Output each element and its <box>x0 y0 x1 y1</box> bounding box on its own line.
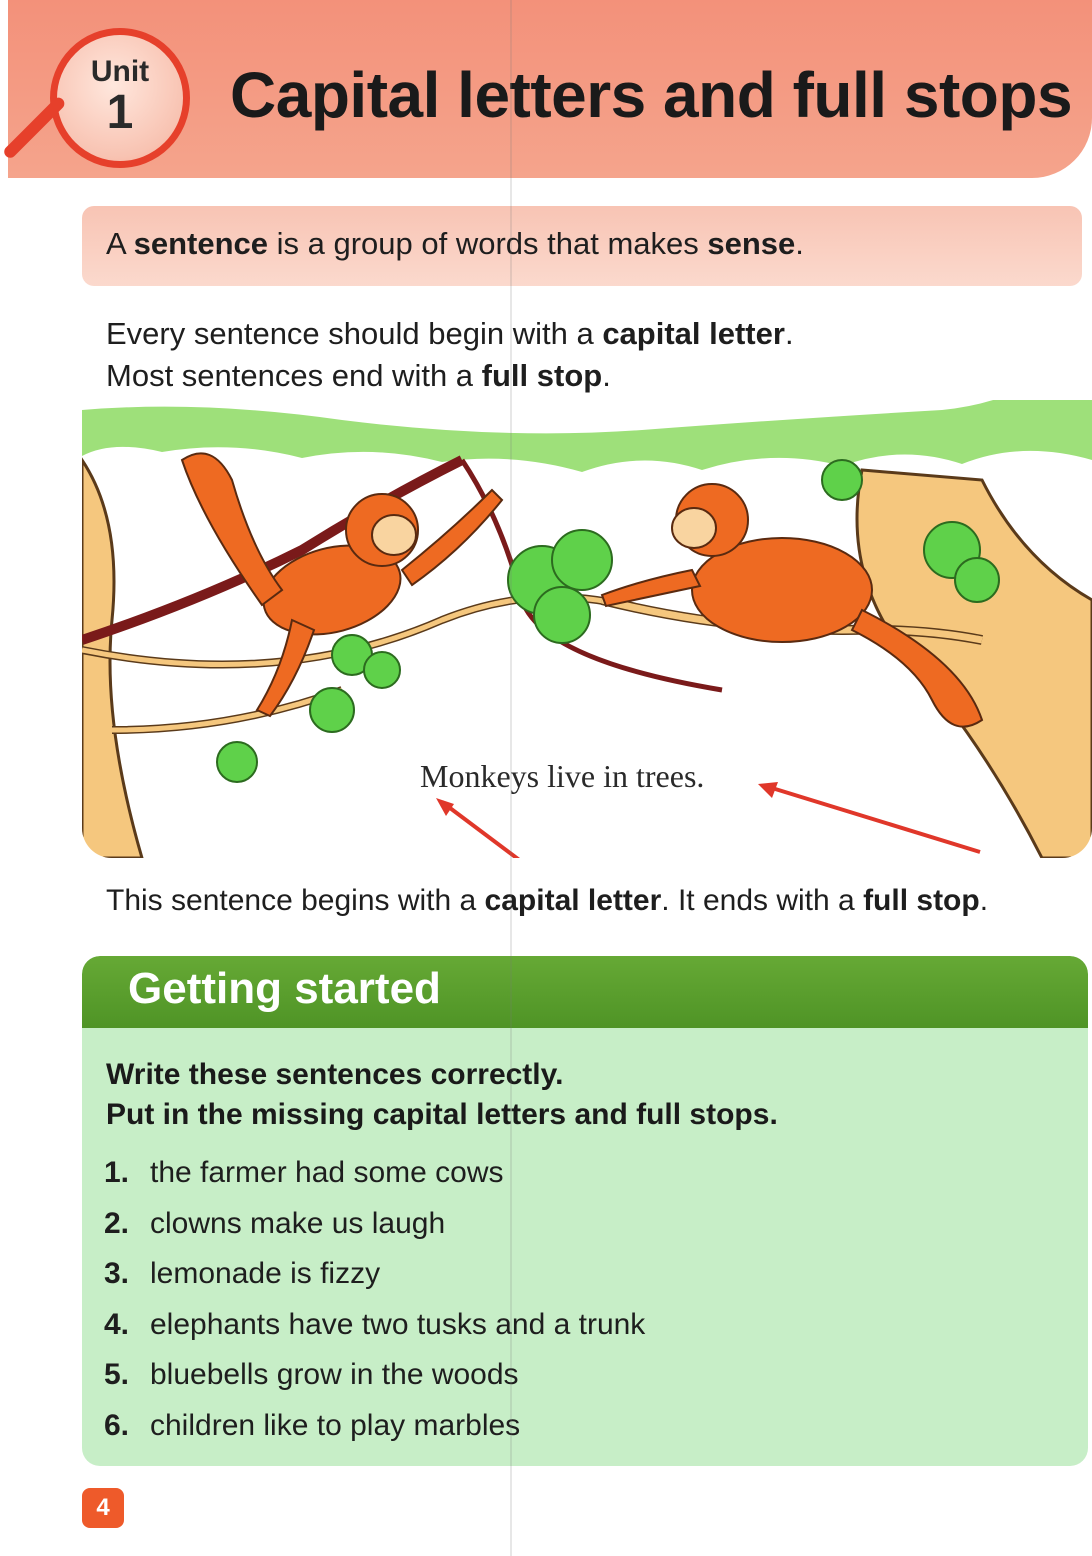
scan-fold-line <box>510 0 512 1556</box>
exercise-item <box>104 1199 645 1250</box>
getting-started-title: Getting started <box>128 964 441 1013</box>
exercise-number: 2. <box>104 1206 130 1240</box>
instruction-write: Write these sentences correctly. <box>106 1058 564 1091</box>
term-sense: sense <box>707 226 796 261</box>
exercise-text: lemonade is fizzy <box>150 1257 381 1291</box>
exercise-number: 4. <box>104 1307 130 1341</box>
exercise-list <box>104 1148 645 1451</box>
term-sentence: sentence <box>133 226 268 261</box>
illustration-caption: Monkeys live in trees. <box>416 758 708 795</box>
exercise-number: 5. <box>104 1358 130 1392</box>
exercise-item <box>104 1148 645 1199</box>
unit-header-band <box>8 0 1092 178</box>
page-title: Capital letters and full stops <box>230 59 1073 131</box>
unit-number: 1 <box>106 86 134 139</box>
exercise-item <box>104 1300 645 1351</box>
exercise-number: 6. <box>104 1408 130 1442</box>
rule-full-stop: Most sentences end with a full stop. <box>106 358 611 393</box>
page-number: 4 <box>82 1488 124 1528</box>
explanation-text: This sentence begins with a capital letter. It ends with a full stop. <box>106 884 989 917</box>
unit-badge <box>50 28 190 168</box>
exercise-text: clowns make us laugh <box>150 1206 446 1240</box>
exercise-text: elephants have two tusks and a trunk <box>150 1307 646 1341</box>
unit-label: Unit <box>90 55 150 88</box>
exercise-item <box>104 1401 645 1452</box>
exercise-number: 3. <box>104 1257 130 1291</box>
getting-started-header <box>82 956 1088 1028</box>
instruction-put: Put in the missing capital letters and full stops. <box>106 1098 778 1131</box>
exercise-item <box>104 1350 645 1401</box>
getting-started-panel <box>82 956 1088 1466</box>
exercise-text: children like to play marbles <box>150 1408 521 1442</box>
exercise-item <box>104 1249 645 1300</box>
rule-capital-letter: Every sentence should begin with a capital letter. <box>106 316 794 351</box>
definition-text: A sentence is a group of words that makes sense. <box>106 226 804 261</box>
definition-box <box>82 206 1082 286</box>
exercise-number: 1. <box>104 1156 130 1190</box>
exercise-text: bluebells grow in the woods <box>150 1358 519 1392</box>
exercise-text: the farmer had some cows <box>150 1156 504 1190</box>
